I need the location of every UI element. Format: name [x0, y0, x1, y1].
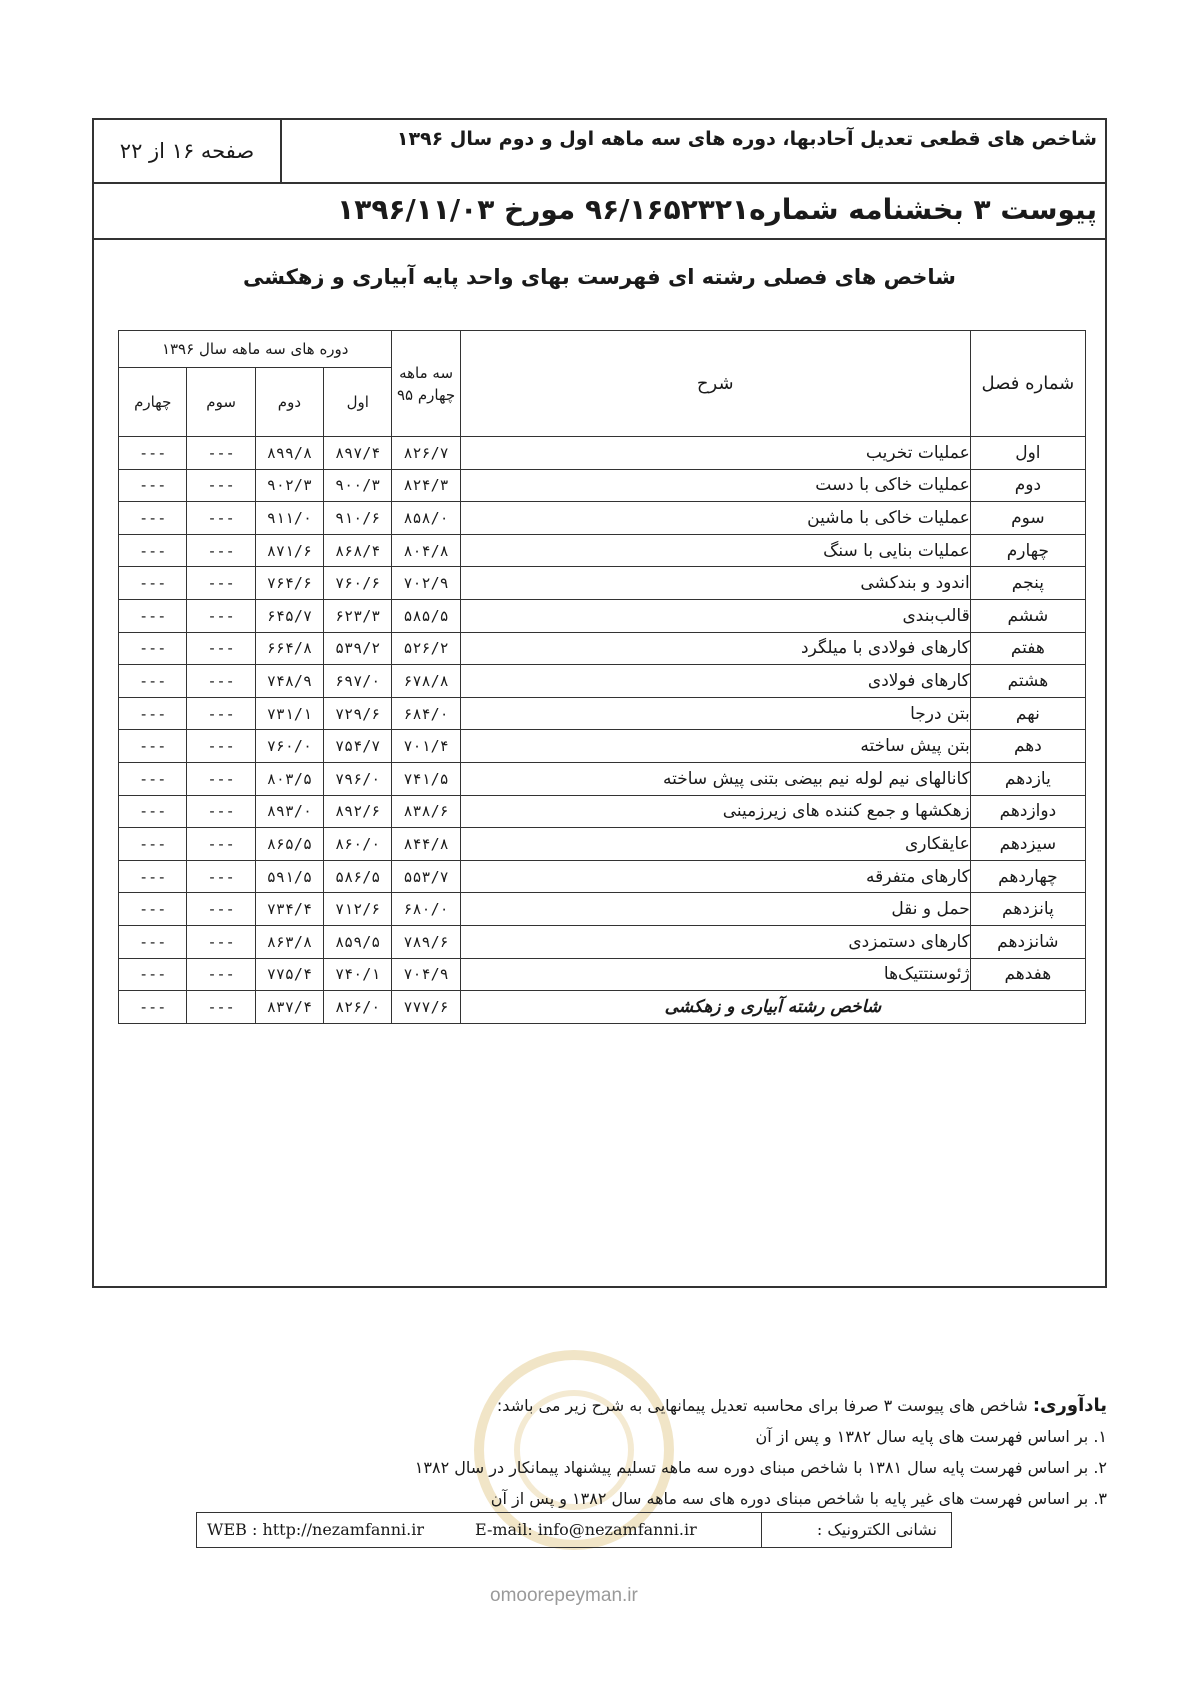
q4-1395-cell: ۸۰۴/۸ [392, 534, 460, 567]
electronic-address-label: نشانی الکترونیک : [761, 1513, 951, 1547]
chapter-number-cell: هشتم [970, 665, 1085, 698]
q2-cell: ۸۶۳/۸ [255, 925, 323, 958]
table-row [119, 958, 1086, 991]
table-row [119, 502, 1086, 535]
q4-1395-cell: ۵۸۵/۵ [392, 599, 460, 632]
description-cell: کارهای دستمزدی [460, 925, 970, 958]
description-cell: اندود و بندکشی [460, 567, 970, 600]
q2-cell: ۹۰۲/۳ [255, 469, 323, 502]
q4-1395-cell: ۸۲۶/۷ [392, 437, 460, 470]
total-q2-cell: ۸۳۷/۴ [255, 991, 323, 1024]
description-cell: کارهای فولادی با میلگرد [460, 632, 970, 665]
q4-1395-cell: ۷۰۱/۴ [392, 730, 460, 763]
q4-cell: --- [119, 534, 187, 567]
chapter-number-cell: یازدهم [970, 762, 1085, 795]
q3-cell: --- [187, 567, 255, 600]
header-period-1396: دوره های سه ماهه سال ۱۳۹۶ [119, 331, 392, 368]
q1-cell: ۵۸۶/۵ [324, 860, 392, 893]
q3-cell: --- [187, 632, 255, 665]
q4-1395-cell: ۷۴۱/۵ [392, 762, 460, 795]
q3-cell: --- [187, 665, 255, 698]
q4-cell: --- [119, 762, 187, 795]
q4-1395-cell: ۷۰۴/۹ [392, 958, 460, 991]
description-cell: عایقکاری [460, 828, 970, 861]
q1-cell: ۷۴۰/۱ [324, 958, 392, 991]
description-cell: بتن پیش ساخته [460, 730, 970, 763]
q1-cell: ۸۵۹/۵ [324, 925, 392, 958]
header-q4-1395: سه ماهه چهارم ۹۵ [392, 331, 460, 437]
description-cell: حمل و نقل [460, 893, 970, 926]
watermark: omoorepeyman.ir [490, 1585, 638, 1606]
total-label: شاخص رشته آبیاری و زهکشی [460, 991, 1085, 1024]
description-cell: عملیات خاکی با دست [460, 469, 970, 502]
reminder-note [330, 1390, 1107, 1514]
header-q3: سوم [187, 368, 255, 437]
header-chapter-number: شماره فصل [970, 331, 1085, 437]
email-link[interactable]: E-mail: info@nezamfanni.ir [475, 1520, 697, 1539]
contact-footer [196, 1512, 952, 1548]
chapter-number-cell: دهم [970, 730, 1085, 763]
q2-cell: ۷۳۱/۱ [255, 697, 323, 730]
q1-cell: ۸۶۰/۰ [324, 828, 392, 861]
page-number: صفحه ۱۶ از ۲۲ [94, 120, 282, 182]
q1-cell: ۸۶۸/۴ [324, 534, 392, 567]
q3-cell: --- [187, 893, 255, 926]
q4-cell: --- [119, 697, 187, 730]
description-cell: عملیات خاکی با ماشین [460, 502, 970, 535]
q4-cell: --- [119, 828, 187, 861]
table-row [119, 893, 1086, 926]
q2-cell: ۶۶۴/۸ [255, 632, 323, 665]
q3-cell: --- [187, 697, 255, 730]
reminder-item: ۲. بر اساس فهرست پایه سال ۱۳۸۱ با شاخص مبنای دوره سه ماهه تسلیم پیشنهاد پیمانکار در سال ۱۳۸۲ [414, 1458, 1107, 1477]
chapter-number-cell: پانزدهم [970, 893, 1085, 926]
total-q3-cell: --- [187, 991, 255, 1024]
header-description: شرح [460, 331, 970, 437]
chapter-number-cell: دوازدهم [970, 795, 1085, 828]
q3-cell: --- [187, 860, 255, 893]
description-cell: کارهای متفرقه [460, 860, 970, 893]
website-link[interactable]: WEB : http://nezamfanni.ir [207, 1520, 424, 1539]
q2-cell: ۷۳۴/۴ [255, 893, 323, 926]
q2-cell: ۵۹۱/۵ [255, 860, 323, 893]
q4-1395-cell: ۵۲۶/۲ [392, 632, 460, 665]
description-cell: زهکشها و جمع کننده های زیرزمینی [460, 795, 970, 828]
header-q2: دوم [255, 368, 323, 437]
table-body [119, 437, 1086, 1024]
table-title: شاخص های فصلی رشته ای فهرست بهای واحد پایه آبیاری و زهکشی [243, 265, 956, 289]
table-row [119, 567, 1086, 600]
reminder-item: ۳. بر اساس فهرست های غیر پایه با شاخص مبنای دوره های سه ماهه سال ۱۳۸۲ و پس از آن [490, 1489, 1107, 1508]
q3-cell: --- [187, 730, 255, 763]
q1-cell: ۷۹۶/۰ [324, 762, 392, 795]
chapter-number-cell: نهم [970, 697, 1085, 730]
table-row [119, 469, 1086, 502]
chapter-number-cell: دوم [970, 469, 1085, 502]
q1-cell: ۶۲۳/۳ [324, 599, 392, 632]
description-cell: عملیات بنایی با سنگ [460, 534, 970, 567]
reminder-text: شاخص های پیوست ۳ صرفا برای محاسبه تعدیل پیمانهایی به شرح زیر می باشد: [496, 1396, 1028, 1415]
chapter-number-cell: پنجم [970, 567, 1085, 600]
chapter-number-cell: شانزدهم [970, 925, 1085, 958]
q1-cell: ۷۲۹/۶ [324, 697, 392, 730]
table-row [119, 860, 1086, 893]
q2-cell: ۷۶۴/۶ [255, 567, 323, 600]
q1-cell: ۷۶۰/۶ [324, 567, 392, 600]
q4-cell: --- [119, 795, 187, 828]
q4-1395-cell: ۶۸۰/۰ [392, 893, 460, 926]
q4-cell: --- [119, 567, 187, 600]
table-row [119, 534, 1086, 567]
q4-cell: --- [119, 502, 187, 535]
q4-1395-cell: ۸۴۴/۸ [392, 828, 460, 861]
table-row [119, 632, 1086, 665]
description-cell: ژئوسنتتیک‌ها [460, 958, 970, 991]
circular-reference: پیوست ۳ بخشنامه شماره۹۶/۱۶۵۲۳۲۱ مورخ ۱۳۹۶/۱۱/۰۳ [94, 182, 1105, 240]
chapter-number-cell: چهارم [970, 534, 1085, 567]
table-row [119, 697, 1086, 730]
q3-cell: --- [187, 502, 255, 535]
total-q4-cell: --- [119, 991, 187, 1024]
table-row [119, 762, 1086, 795]
header-q1: اول [324, 368, 392, 437]
q1-cell: ۹۱۰/۶ [324, 502, 392, 535]
q1-cell: ۵۳۹/۲ [324, 632, 392, 665]
q1-cell: ۷۵۴/۷ [324, 730, 392, 763]
q4-1395-cell: ۷۸۹/۶ [392, 925, 460, 958]
q3-cell: --- [187, 958, 255, 991]
table-row [119, 925, 1086, 958]
chapter-number-cell: اول [970, 437, 1085, 470]
chapter-number-cell: ششم [970, 599, 1085, 632]
total-q1-cell: ۸۲۶/۰ [324, 991, 392, 1024]
q4-1395-cell: ۷۰۲/۹ [392, 567, 460, 600]
q4-cell: --- [119, 599, 187, 632]
q2-cell: ۹۱۱/۰ [255, 502, 323, 535]
page-frame [92, 118, 1107, 1288]
header-q4: چهارم [119, 368, 187, 437]
q4-cell: --- [119, 632, 187, 665]
q4-1395-cell: ۸۵۸/۰ [392, 502, 460, 535]
q3-cell: --- [187, 437, 255, 470]
q4-cell: --- [119, 437, 187, 470]
table-row [119, 828, 1086, 861]
q2-cell: ۷۴۸/۹ [255, 665, 323, 698]
description-cell: بتن درجا [460, 697, 970, 730]
reminder-intro [330, 1390, 1107, 1421]
q3-cell: --- [187, 469, 255, 502]
description-cell: قالب‌بندی [460, 599, 970, 632]
q4-1395-cell: ۵۵۳/۷ [392, 860, 460, 893]
q2-cell: ۶۴۵/۷ [255, 599, 323, 632]
q2-cell: ۸۶۵/۵ [255, 828, 323, 861]
table-row [119, 730, 1086, 763]
q4-cell: --- [119, 925, 187, 958]
table-row [119, 599, 1086, 632]
q3-cell: --- [187, 534, 255, 567]
q1-cell: ۸۹۲/۶ [324, 795, 392, 828]
q1-cell: ۶۹۷/۰ [324, 665, 392, 698]
chapter-number-cell: سیزدهم [970, 828, 1085, 861]
q2-cell: ۸۹۹/۸ [255, 437, 323, 470]
q4-cell: --- [119, 665, 187, 698]
description-cell: کارهای فولادی [460, 665, 970, 698]
total-row [119, 991, 1086, 1024]
q2-cell: ۷۷۵/۴ [255, 958, 323, 991]
q4-1395-cell: ۸۲۴/۳ [392, 469, 460, 502]
q3-cell: --- [187, 599, 255, 632]
page-title: شاخص های قطعی تعدیل آحادبها، دوره های سه ماهه اول و دوم سال ۱۳۹۶ [396, 128, 1097, 150]
table-row [119, 437, 1086, 470]
q4-cell: --- [119, 730, 187, 763]
q4-cell: --- [119, 958, 187, 991]
chapter-number-cell: چهاردهم [970, 860, 1085, 893]
q2-cell: ۷۶۰/۰ [255, 730, 323, 763]
q4-cell: --- [119, 860, 187, 893]
description-cell: عملیات تخریب [460, 437, 970, 470]
q1-cell: ۸۹۷/۴ [324, 437, 392, 470]
reminder-title: یادآوری: [1032, 1395, 1107, 1416]
q3-cell: --- [187, 795, 255, 828]
chapter-number-cell: سوم [970, 502, 1085, 535]
q2-cell: ۸۰۳/۵ [255, 762, 323, 795]
q2-cell: ۸۷۱/۶ [255, 534, 323, 567]
q1-cell: ۹۰۰/۳ [324, 469, 392, 502]
description-cell: کانالهای نیم لوله نیم بیضی بتنی پیش ساخته [460, 762, 970, 795]
header-row [94, 120, 1105, 184]
q4-1395-cell: ۶۸۴/۰ [392, 697, 460, 730]
q1-cell: ۷۱۲/۶ [324, 893, 392, 926]
q4-1395-cell: ۸۳۸/۶ [392, 795, 460, 828]
total-q95-cell: ۷۷۷/۶ [392, 991, 460, 1024]
q3-cell: --- [187, 828, 255, 861]
q2-cell: ۸۹۳/۰ [255, 795, 323, 828]
chapter-number-cell: هفدهم [970, 958, 1085, 991]
table-row [119, 665, 1086, 698]
reminder-item: ۱. بر اساس فهرست های پایه سال ۱۳۸۲ و پس از آن [755, 1427, 1107, 1446]
index-table [118, 330, 1086, 1024]
q4-cell: --- [119, 893, 187, 926]
table-row [119, 795, 1086, 828]
q4-1395-cell: ۶۷۸/۸ [392, 665, 460, 698]
q3-cell: --- [187, 762, 255, 795]
chapter-number-cell: هفتم [970, 632, 1085, 665]
q4-cell: --- [119, 469, 187, 502]
q3-cell: --- [187, 925, 255, 958]
